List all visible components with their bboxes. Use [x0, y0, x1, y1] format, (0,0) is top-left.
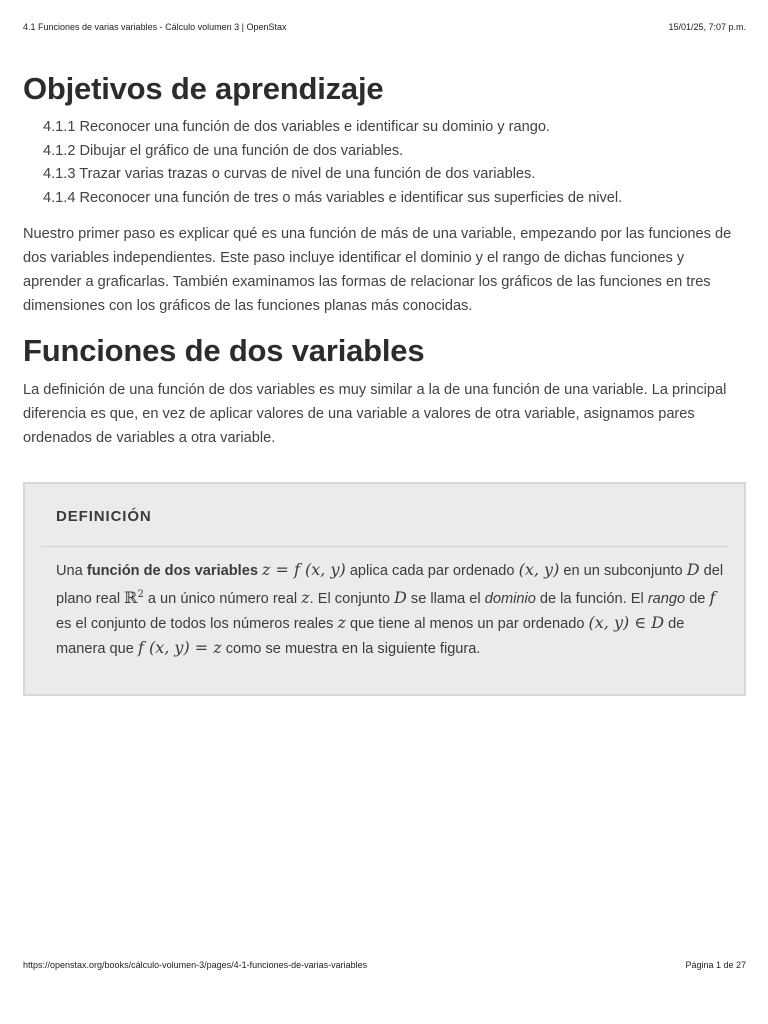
math-fxy-eq-z: f (x, y) = z [137, 637, 222, 657]
print-footer [23, 960, 746, 970]
def-text: de manera que [56, 615, 685, 657]
print-footer-page: Página 1 de 27 [685, 960, 746, 970]
print-header-title: 4.1 Funciones de varias variables - Cálculo volumen 3 | OpenStax [23, 22, 287, 32]
definition-divider [41, 546, 728, 547]
def-text: se llama el [406, 590, 485, 607]
def-text: del plano real [56, 563, 724, 607]
math-element-of: ∈ [629, 612, 652, 632]
section-heading: Funciones de dos variables [23, 333, 425, 368]
page-content [23, 68, 746, 696]
def-emphasis-dominio: dominio [484, 590, 536, 607]
math-D: D [394, 587, 407, 607]
definition-box [23, 482, 746, 696]
def-text: . El conjunto [309, 590, 395, 607]
math-D: D [651, 612, 665, 632]
objective-item: 4.1.4 Reconocer una función de tres o más variables e identificar sus superficies de nivel. [43, 189, 623, 206]
def-text: como se muestra en la siguiente figura. [221, 640, 481, 657]
def-text: de [685, 590, 710, 607]
print-header [23, 22, 746, 32]
math-xy: (x, y) [588, 612, 630, 632]
objectives-list [23, 116, 746, 210]
math-D: D [686, 560, 700, 579]
math-R: ℝ [124, 587, 138, 607]
objective-item: 4.1.2 Dibujar el gráfico de una función de dos variables. [43, 142, 404, 159]
math-f: f [709, 587, 716, 607]
math-xy: (x, y) [518, 560, 560, 579]
section-paragraph: La definición de una función de dos variables es muy similar a la de una función de una variable. La principal diferencia es que, en vez de aplicar valores de una variable a valores de otra variable, asignamos pares ordenados de variables a otra variable. [23, 382, 727, 446]
def-text: que tiene al menos un par ordenado [345, 615, 589, 632]
def-text: es el conjunto de todos los números reales [56, 615, 338, 632]
def-term: función de dos variables [86, 563, 258, 579]
intro-paragraph: Nuestro primer paso es explicar qué es una función de más de una variable, empezando por las funciones de dos variables independientes. Este paso incluye identificar el dominio y el rango de dichas funciones y aprender a graficarlas. También examinamos las formas de relacionar los gráficos de las funciones en tres dimensiones con los gráficos de las funciones planas más conocidas. [23, 226, 732, 314]
math-z: z [301, 587, 310, 607]
def-text: de la función. El [535, 590, 648, 607]
definition-body [56, 558, 728, 661]
math-z-eq: z = [262, 560, 295, 579]
print-footer-url: https://openstax.org/books/cálculo-volumen-3/pages/4-1-funciones-de-varias-variables [23, 960, 368, 970]
math-fxy: f (x, y) [294, 560, 346, 579]
def-text: en un subconjunto [559, 563, 687, 579]
def-text: Una [56, 563, 87, 579]
def-text: a un único número real [143, 590, 302, 607]
math-R-exponent: 2 [137, 589, 144, 600]
print-header-datetime: 15/01/25, 7:07 p.m. [668, 22, 746, 32]
def-emphasis-rango: rango [647, 590, 686, 607]
objectives-heading: Objetivos de aprendizaje [23, 71, 384, 106]
definition-title: DEFINICIÓN [56, 508, 152, 525]
objective-item: 4.1.1 Reconocer una función de dos variables e identificar su dominio y rango. [43, 119, 551, 135]
objective-item: 4.1.3 Trazar varias trazas o curvas de nivel de una función de dos variables. [43, 166, 536, 182]
math-z: z [337, 612, 346, 632]
def-text: aplica cada par ordenado [345, 563, 519, 579]
